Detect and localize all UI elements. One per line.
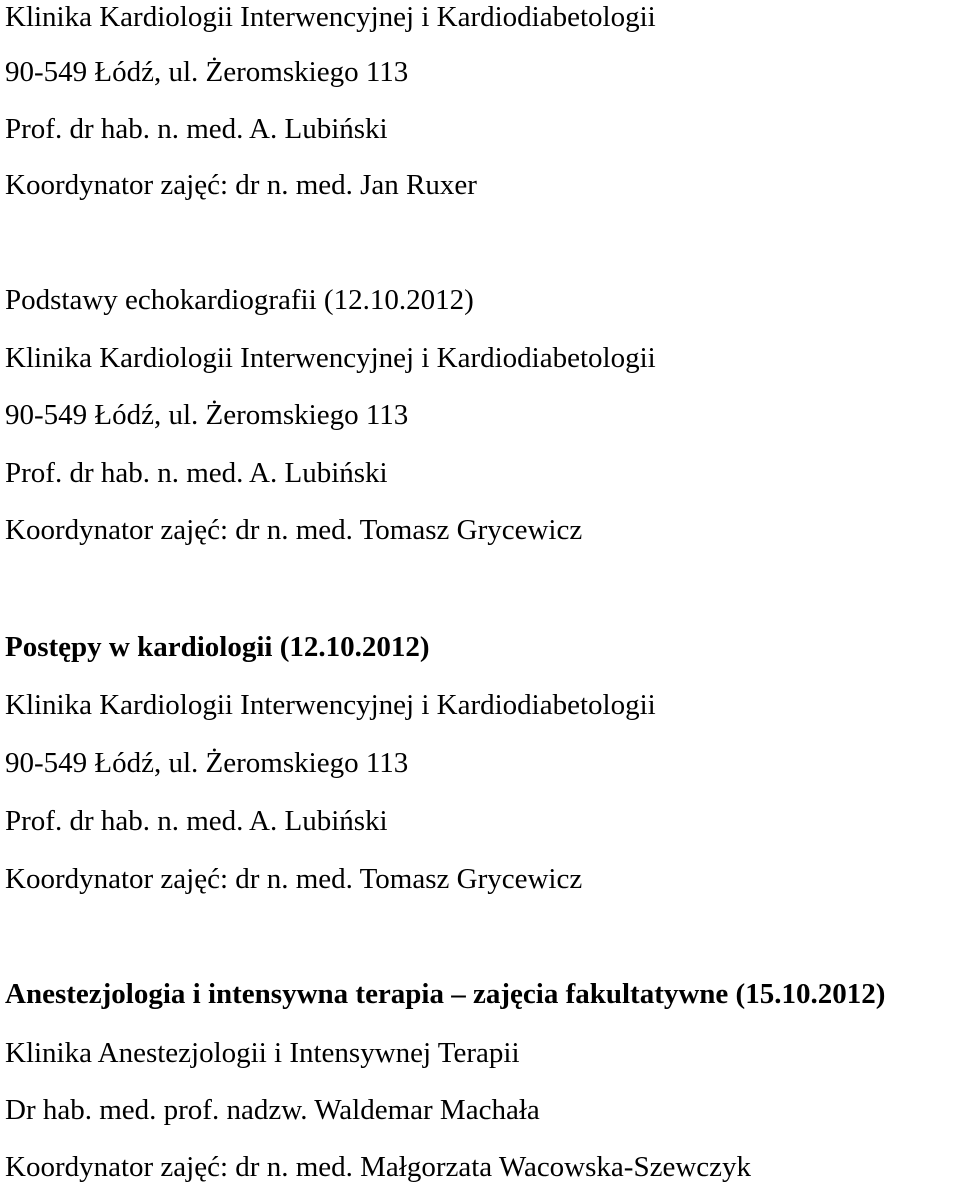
clinic-head: Prof. dr hab. n. med. A. Lubiński xyxy=(5,457,388,489)
clinic-name: Klinika Anestezjologii i Intensywnej Terapii xyxy=(5,1037,520,1069)
clinic-name: Klinika Kardiologii Interwencyjnej i Kardiodiabetologii xyxy=(5,1,656,33)
clinic-address: 90-549 Łódź, ul. Żeromskiego 113 xyxy=(5,399,409,431)
clinic-name: Klinika Kardiologii Interwencyjnej i Kardiodiabetologii xyxy=(5,342,656,374)
course-title: Podstawy echokardiografii (12.10.2012) xyxy=(5,284,474,316)
course-title: Anestezjologia i intensywna terapia – zajęcia fakultatywne (15.10.2012) xyxy=(5,978,886,1010)
clinic-head: Dr hab. med. prof. nadzw. Waldemar Machała xyxy=(5,1094,540,1126)
clinic-address: 90-549 Łódź, ul. Żeromskiego 113 xyxy=(5,56,409,88)
course-coordinator: Koordynator zajęć: dr n. med. Jan Ruxer xyxy=(5,169,477,201)
clinic-name: Klinika Kardiologii Interwencyjnej i Kardiodiabetologii xyxy=(5,689,656,721)
course-title: Postępy w kardiologii (12.10.2012) xyxy=(5,631,430,663)
clinic-head: Prof. dr hab. n. med. A. Lubiński xyxy=(5,113,388,145)
course-coordinator: Koordynator zajęć: dr n. med. Małgorzata Wacowska-Szewczyk xyxy=(5,1151,751,1183)
clinic-address: 90-549 Łódź, ul. Żeromskiego 113 xyxy=(5,747,409,779)
clinic-head: Prof. dr hab. n. med. A. Lubiński xyxy=(5,805,388,837)
course-coordinator: Koordynator zajęć: dr n. med. Tomasz Grycewicz xyxy=(5,514,583,546)
course-coordinator: Koordynator zajęć: dr n. med. Tomasz Grycewicz xyxy=(5,863,583,895)
